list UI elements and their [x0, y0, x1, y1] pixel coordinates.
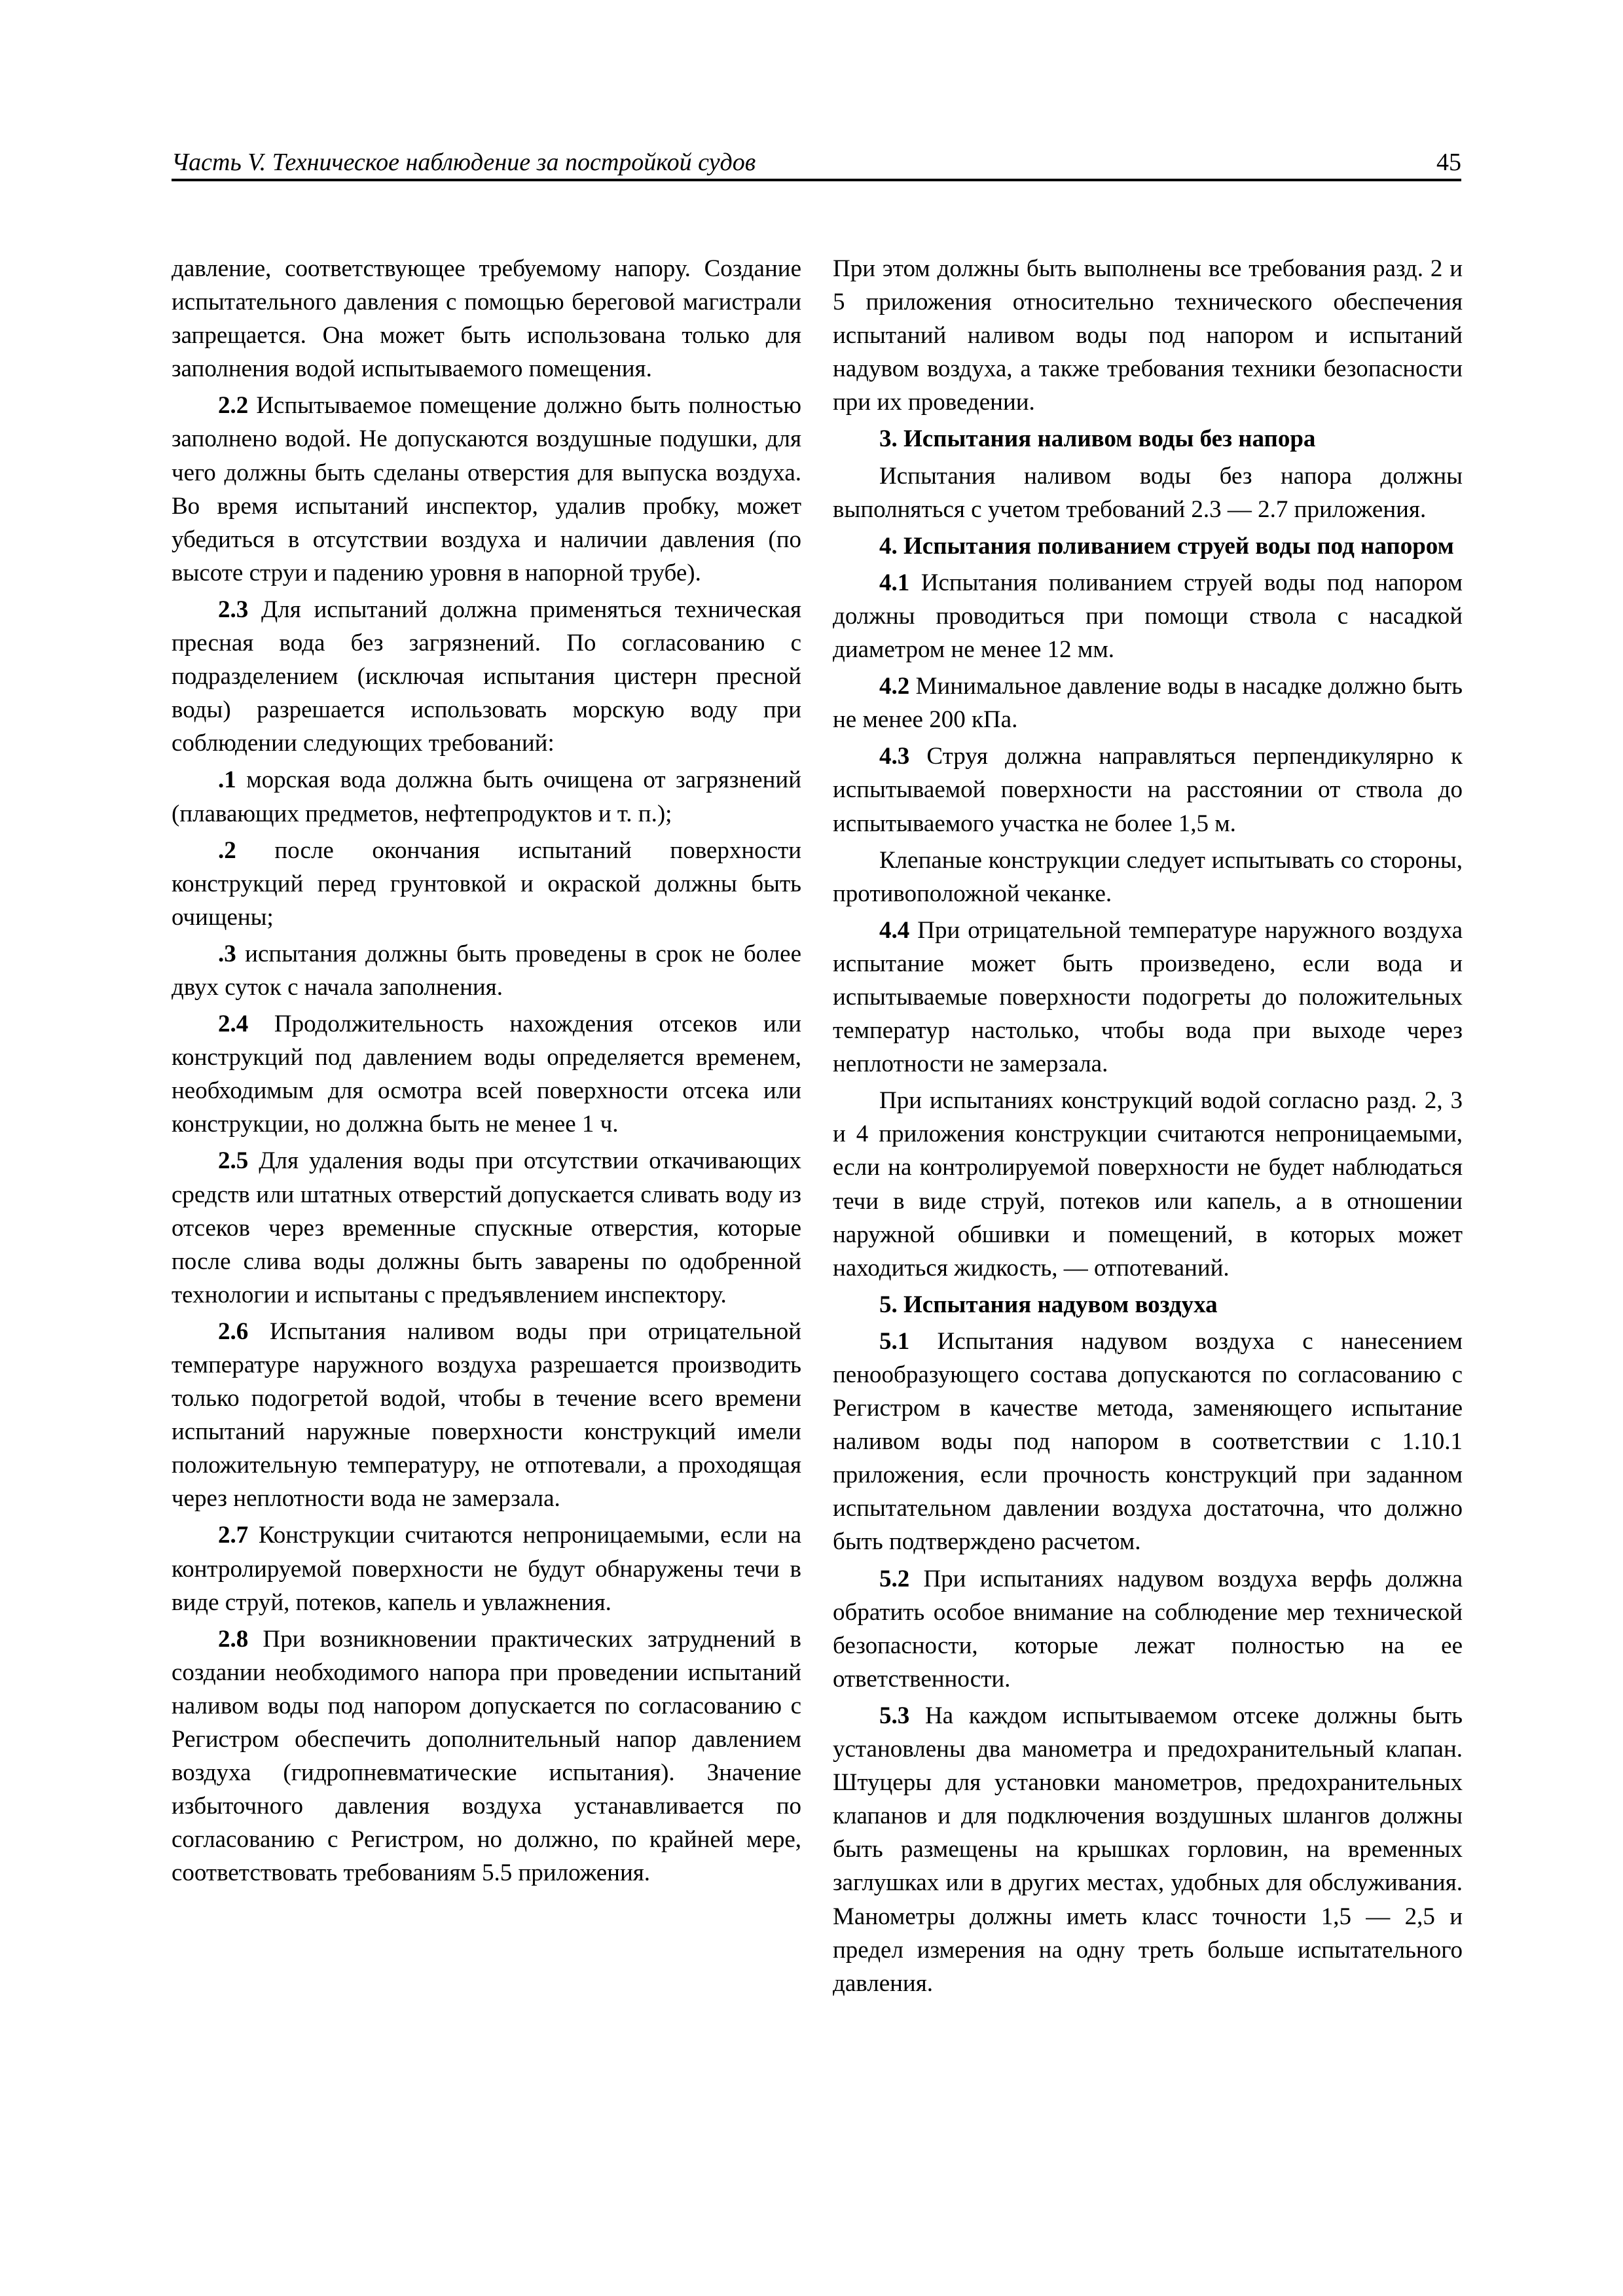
paragraph-2-2 [172, 389, 801, 590]
clause-number: 2.4 [218, 1011, 249, 1038]
paragraph [833, 1084, 1463, 1285]
paragraph-text: Клепаные конструкции следует испытывать со стороны, противоположной чеканке. [833, 846, 1463, 907]
clause-number: 4.1 [879, 569, 910, 596]
paragraph-4-2 [833, 670, 1463, 736]
clause-number: 5.3 [879, 1702, 910, 1729]
clause-number: 5.1 [879, 1327, 910, 1355]
paragraph-text: Для испытаний должна применяться техническая пресная вода без загрязнений. По согласованию с подразделением (исключая испытания цистерн пресной воды) разрешается использовать морскую воду при соблюдении следующих требований: [172, 596, 801, 757]
paragraph-text: морская вода должна быть очищена от загрязнений (плавающих предметов, нефтепродуктов и т. п.); [172, 766, 801, 827]
paragraph [833, 459, 1463, 526]
right-column [833, 252, 1463, 2003]
clause-number: 4.2 [879, 673, 910, 700]
paragraph-text: Испытания поливанием струей воды под напором должны проводиться при помощи ствола с насадкой диаметром не менее 12 мм. [833, 569, 1463, 664]
section-heading-3 [833, 422, 1463, 456]
paragraph-text: При этом должны быть выполнены все требования разд. 2 и 5 приложения относительно технического обеспечения испытаний наливом воды под напором и испытаний надувом воздуха, а также требования техники безопасности при их проведении. [833, 255, 1463, 416]
clause-number: 2.5 [218, 1147, 249, 1175]
paragraph-2-7 [172, 1518, 801, 1619]
page-number: 45 [1436, 149, 1461, 176]
clause-number: 2.2 [218, 392, 249, 420]
paragraph-text: Продолжительность нахождения отсеков или конструкций под давлением воды определяется временем, необходимым для осмотра всей поверхности отсека или конструкции, но должна быть не менее 1 ч. [172, 1011, 801, 1138]
item-number: .1 [218, 766, 236, 794]
heading-text: 5. Испытания надувом воздуха [879, 1291, 1218, 1318]
section-heading-5 [833, 1288, 1463, 1321]
paragraph-text: испытания должны быть проведены в срок не более двух суток с начала заполнения. [172, 940, 801, 1001]
paragraph-text: Испытания наливом воды без напора должны выполняться с учетом требований 2.3 — 2.7 приложения. [833, 462, 1463, 523]
clause-number: 2.7 [218, 1522, 249, 1549]
paragraph-text: после окончания испытаний поверхности конструкций перед грунтовкой и окраской должны быть очищены; [172, 836, 801, 931]
paragraph [833, 844, 1463, 910]
section-heading-4 [833, 529, 1463, 563]
paragraph-text: Конструкции считаются непроницаемыми, если на контролируемой поверхности не будут обнаружены течи в виде струй, потеков, капель и увлажнения. [172, 1522, 801, 1616]
clause-number: 2.8 [218, 1625, 249, 1653]
paragraph-text: При испытаниях конструкций водой согласно разд. 2, 3 и 4 приложения конструкции считаются непроницаемыми, если на контролируемой поверхности не будет наблюдаться течи в виде струй, потеков или капель, а в отношении наружной обшивки и помещений, в которых может находиться жидкость, — отпотеваний. [833, 1087, 1463, 1282]
paragraph-4-1 [833, 566, 1463, 666]
heading-text: 4. Испытания поливанием струей воды под напором [879, 532, 1454, 560]
list-item-2 [172, 834, 801, 934]
header-title: Часть V. Техническое наблюдение за постройкой судов [172, 149, 756, 176]
paragraph-text: Испытания надувом воздуха с нанесением пенообразующего состава допускаются по согласованию с Регистром в качестве метода, заменяющего испытание наливом воды под напором в соответствии с 1.10.1 приложения, если прочность конструкций при заданном испытательном давлении воздуха достаточна, что должно быть подтверждено расчетом. [833, 1327, 1463, 1556]
paragraph-4-4 [833, 914, 1463, 1081]
paragraph-4-3 [833, 740, 1463, 840]
paragraph-2-8 [172, 1623, 801, 1890]
clause-number: 4.3 [879, 743, 910, 770]
clause-number: 2.3 [218, 596, 249, 623]
item-number: .3 [218, 940, 236, 967]
paragraph [172, 252, 801, 386]
item-number: .2 [218, 836, 236, 864]
paragraph-text: Минимальное давление воды в насадке должно быть не менее 200 кПа. [833, 673, 1463, 734]
paragraph-text: Испытываемое помещение должно быть полностью заполнено водой. Не допускаются воздушные подушки, для чего должны быть сделаны отверстия для выпуска воздуха. Во время испытаний инспектор, удалив пробку, может убедиться в отсутствии воздуха и наличии давления (по высоте струи и падению уровня в напорной трубе). [172, 392, 801, 586]
list-item-3 [172, 937, 801, 1004]
left-column [172, 252, 801, 1893]
paragraph-2-5 [172, 1144, 801, 1311]
list-item-1 [172, 763, 801, 830]
paragraph-2-4 [172, 1007, 801, 1141]
clause-number: 4.4 [879, 916, 910, 944]
paragraph-text: давление, соответствующее требуемому напору. Создание испытательного давления с помощью береговой магистрали запрещается. Она может быть использована только для заполнения водой испытываемого помещения. [172, 255, 801, 383]
paragraph-2-3 [172, 593, 801, 760]
clause-number: 5.2 [879, 1565, 910, 1592]
paragraph-text: При возникновении практических затруднений в создании необходимого напора при проведении испытаний наливом воды под напором допускается по согласованию с Регистром обеспечить дополнительный напор давлением воздуха (гидропневматические испытания). Значение избыточного давления воздуха устанавливается по согласованию с Регистром, но должно, по крайней мере, соответствовать требованиям 5.5 приложения. [172, 1625, 801, 1887]
clause-number: 2.6 [218, 1318, 249, 1345]
paragraph-5-3 [833, 1699, 1463, 2000]
paragraph-text: На каждом испытываемом отсеке должны быть установлены два манометра и предохранительный клапан. Штуцеры для установки манометров, предохранительных клапанов и для подключения воздушных шлангов должны быть размещены на крышках горловин, на временных заглушках или в других местах, удобных для обслуживания. Манометры должны иметь класс точности 1,5 — 2,5 и предел измерения на одну треть больше испытательного давления. [833, 1702, 1463, 1997]
paragraph-text: При испытаниях надувом воздуха верфь должна обратить особое внимание на соблюдение мер технической безопасности, которые лежат полностью на ее ответственности. [833, 1565, 1463, 1693]
paragraph-text: При отрицательной температуре наружного воздуха испытание может быть произведено, если вода и испытываемые поверхности подогреты до положительных температур настолько, чтобы вода при выходе через неплотности не замерзала. [833, 916, 1463, 1078]
paragraph-5-2 [833, 1562, 1463, 1696]
paragraph [833, 252, 1463, 419]
paragraph-text: Струя должна направляться перпендикулярно к испытываемой поверхности на расстоянии от ствола до испытываемого участка не более 1,5 м. [833, 743, 1463, 837]
heading-text: 3. Испытания наливом воды без напора [879, 425, 1316, 453]
running-header [172, 147, 1461, 181]
paragraph-text: Испытания наливом воды при отрицательной температуре наружного воздуха разрешается производить только подогретой водой, чтобы в течение всего времени испытаний наружные поверхности конструкций имели положительную температуру, не отпотевали, а проходящая через неплотности вода не замерзала. [172, 1318, 801, 1513]
paragraph-2-6 [172, 1315, 801, 1516]
paragraph-5-1 [833, 1325, 1463, 1559]
paragraph-text: Для удаления воды при отсутствии откачивающих средств или штатных отверстий допускается сливать воду из отсеков через временные спускные отверстия, которые после слива воды должны быть заварены по одобренной технологии и испытаны с предъявлением инспектору. [172, 1147, 801, 1308]
